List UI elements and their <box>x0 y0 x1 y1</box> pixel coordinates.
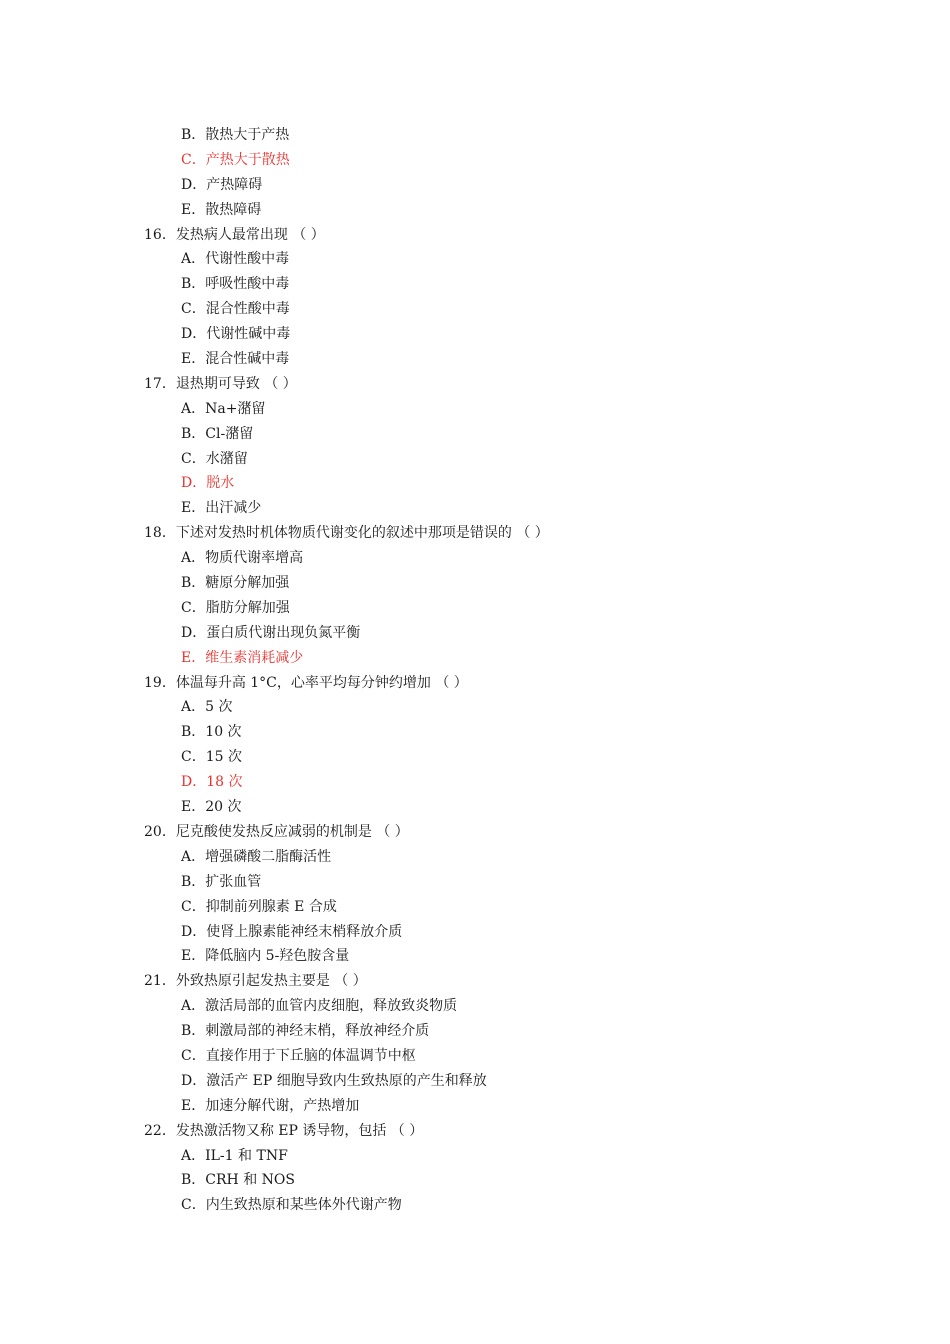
question-stem: 18．下述对发热时机体物质代谢变化的叙述中那项是错误的 （ ） <box>144 525 549 542</box>
option-line: C．抑制前列腺素 E 合成 <box>181 898 337 915</box>
option-line: A．代谢性酸中毒 <box>181 251 290 268</box>
answer-option: C．产热大于散热 <box>181 151 290 168</box>
option-line: B．糖原分解加强 <box>181 575 290 592</box>
option-line: C．脂肪分解加强 <box>181 599 290 616</box>
answer-option: E．维生素消耗减少 <box>181 649 304 666</box>
option-line: A．增强磷酸二脂酶活性 <box>181 848 332 865</box>
option-line: D．蛋白质代谢出现负氮平衡 <box>181 624 361 641</box>
option-line: A．物质代谢率增高 <box>181 550 304 567</box>
option-line: D．产热障碍 <box>181 176 263 193</box>
option-line: A．Na+潴留 <box>181 400 266 417</box>
option-line: B．扩张血管 <box>181 873 262 890</box>
document-page <box>0 123 950 1218</box>
option-line: E．混合性碱中毒 <box>181 351 290 368</box>
option-line: C．15 次 <box>181 749 242 766</box>
option-line: D．激活产 EP 细胞导致内生致热原的产生和释放 <box>181 1072 487 1089</box>
option-line: D．代谢性碱中毒 <box>181 326 291 343</box>
question-stem: 16．发热病人最常出现 （ ） <box>144 226 325 243</box>
option-line: B．散热大于产热 <box>181 127 290 143</box>
question-stem: 20．尼克酸使发热反应减弱的机制是 （ ） <box>144 823 409 840</box>
option-line: B．CRH 和 NOS <box>181 1172 295 1189</box>
option-line: C．混合性酸中毒 <box>181 301 290 318</box>
option-line: B．刺激局部的神经末梢，释放神经介质 <box>181 1023 430 1040</box>
option-line: C．直接作用于下丘脑的体温调节中枢 <box>181 1047 416 1064</box>
option-line: E．降低脑内 5-羟色胺含量 <box>181 948 350 965</box>
option-line: A．激活局部的血管内皮细胞，释放致炎物质 <box>181 998 458 1015</box>
question-stem: 19．体温每升高 1°C，心率平均每分钟约增加 （ ） <box>144 674 468 691</box>
option-line: A．IL-1 和 TNF <box>181 1147 288 1164</box>
option-line: B．呼吸性酸中毒 <box>181 276 290 293</box>
option-line: D．使肾上腺素能神经末梢释放介质 <box>181 923 403 940</box>
option-line: B．Cl-潴留 <box>181 425 254 442</box>
option-line: C．水潴留 <box>181 450 248 467</box>
option-line: E．加速分解代谢，产热增加 <box>181 1097 360 1114</box>
option-line: E．20 次 <box>181 799 242 816</box>
answer-option: D．18 次 <box>181 774 243 791</box>
question-stem: 22．发热激活物又称 EP 诱导物，包括 （ ） <box>144 1122 424 1139</box>
question-stem: 21．外致热原引起发热主要是 （ ） <box>144 973 367 990</box>
question-stem: 17．退热期可导致 （ ） <box>144 375 297 392</box>
option-line: A．5 次 <box>181 699 233 716</box>
option-line: E．散热障碍 <box>181 201 262 218</box>
answer-option: D．脱水 <box>181 475 235 492</box>
option-line: B．10 次 <box>181 724 242 741</box>
option-line: C．内生致热原和某些体外代谢产物 <box>181 1197 402 1214</box>
option-line: E．出汗减少 <box>181 500 262 517</box>
